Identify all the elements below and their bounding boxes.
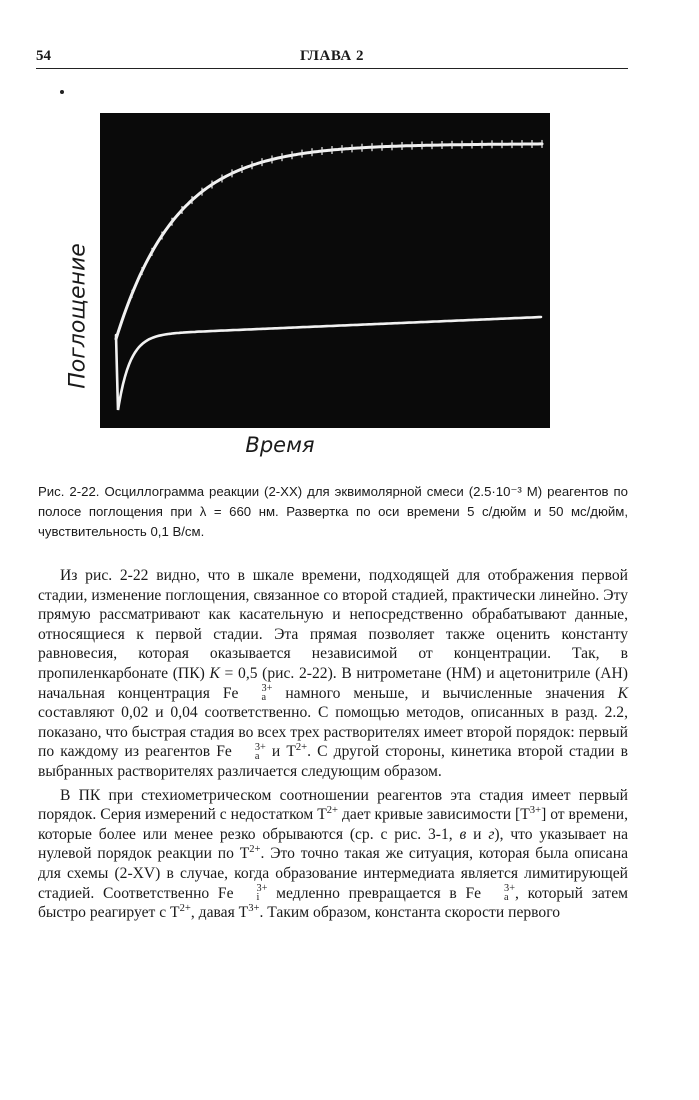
- fe-a-3plus: Fe 3+ a: [222, 683, 273, 703]
- t-2plus: $T^{2+}$: [170, 902, 191, 922]
- lower-curve: [116, 317, 541, 410]
- upper-curve: [116, 144, 542, 339]
- oscillogram-figure: [100, 113, 550, 428]
- page-header: [36, 46, 628, 69]
- figure-caption: [38, 482, 628, 542]
- y-axis-label: [56, 236, 100, 396]
- fe-i-3plus: Fe 3+ i: [217, 883, 268, 903]
- page-number: 54: [36, 48, 51, 64]
- paragraph-1: Из рис. 2-22 видно, что в шкале времени, подходящей для отображения первой стадии, изменение поглощения, связанное со второй стадией, практически линейно. Эту прямую рассматривают как касательную и непосредственно обрабатывают данные, относящиеся к первой стадии. Эта прямая позволяет также оценить константу равновесия, которая оказывается независимой от концентрации. Так, в пропиленкарбонате (ПК) K = 0,5 (рис. 2-22). В нитрометане (НМ) и ацетонитриле (АН) начальная концентрация Fe 3+ a намного меньше, и вычисленные значения K составляют 0,02 и 0,04 соответственно. С помощью методов, описанных в разд. 2.2, показано, что быстрая стадия во всех трех растворителях имеет второй порядок: первый по каждому из реагентов Fe 3+ a и $T^{2+}$. С другой стороны, кинетика второй стадии в выбранных растворителях различается следующим образом.: [38, 567, 628, 780]
- fe-a-3plus: Fe 3+ a: [216, 742, 266, 762]
- t-2plus: $T^{2+}$: [239, 844, 261, 863]
- t-2plus: $T^{2+}$: [317, 804, 339, 824]
- paragraph-2: В ПК при стехиометрическом соотношении реагентов эта стадия имеет первый порядок. Серия измерений с недостатком $T^{2+}$ дает кривые зависимости $[T^{3+}]$ от времени, которые более или менее резко обрываются (ср. с рис. 3-1, в и г), что указывает на нулевой порядок реакции по $T^{2+}$. Это точно такая же ситуация, которая была описана для схемы (2-XV) в случае, когда образование интермедиата является лимитирующей стадией. Соответственно Fe 3+ i медленно превращается в Fe 3+ a , который затем быстро реагирует с $T^{2+}$, давая $T^{3+}$. Таким образом, константа скорости первого: [38, 786, 629, 922]
- fe-a-3plus: Fe 3+ a: [465, 883, 515, 903]
- t-3plus: $T^{3+}$: [520, 804, 542, 824]
- oscillogram-plot: [100, 113, 550, 428]
- chapter-title: ГЛАВА 2: [300, 48, 364, 64]
- y-axis-label-text: Поглощение: [65, 243, 91, 389]
- t-2plus: $T^{2+}$: [286, 742, 308, 761]
- caption-text: Рис. 2-22. Осциллограмма реакции (2-XX) для эквимолярной смеси (2.5·10⁻³ М) реагентов по полосе поглощения при λ = 660 нм. Развертка по оси времени 5 с/дюйм и 50 мс/дюйм, чувствительность 0,1 В/см.: [38, 484, 628, 539]
- stray-dot: [60, 90, 64, 94]
- x-axis-label: Время: [245, 433, 315, 457]
- t-3plus: $T^{3+}$: [238, 902, 260, 922]
- curve-tick-marks: [132, 140, 542, 298]
- body-text: [38, 566, 628, 923]
